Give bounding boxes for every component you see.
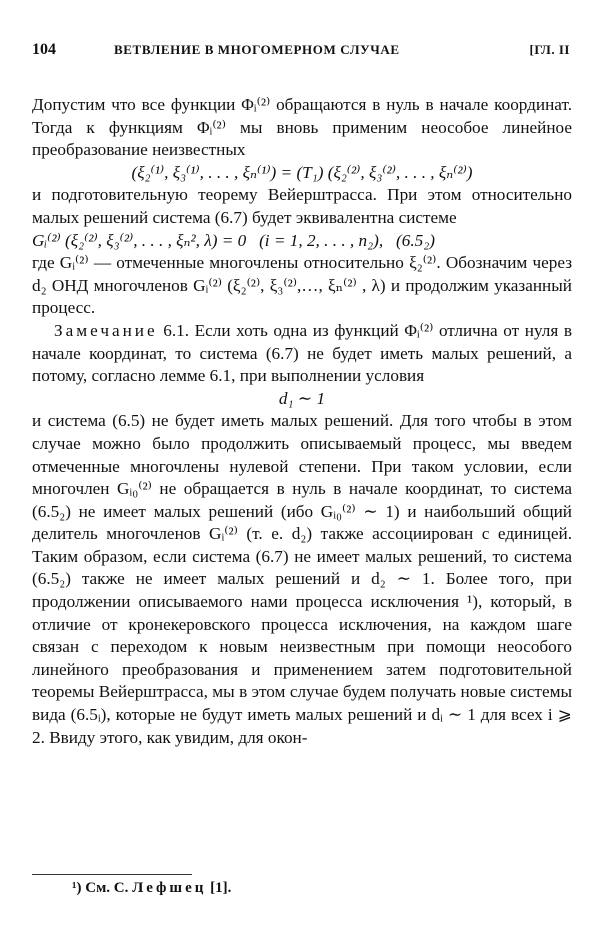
footnote xyxy=(72,880,231,897)
footnote-author: Лефшец xyxy=(132,880,207,896)
page-number: 104 xyxy=(32,41,56,58)
running-title: ВЕТВЛЕНИЕ В МНОГОМЕРНОМ СЛУЧАЕ xyxy=(114,42,400,57)
page-body xyxy=(32,94,572,749)
formula-transform: (ξ₂⁽¹⁾, ξ₃⁽¹⁾, . . . , ξₙ⁽¹⁾) = (T₁) (ξ₂⁽²⁾, ξ₃⁽²⁾, . . . , ξₙ⁽²⁾) xyxy=(131,162,473,182)
remark-text: 6.1. Если хоть одна из функций Φᵢ⁽²⁾ отлична от нуля в начале координат, то система (6.7) не будет иметь малых решений, а потому, согласно лемме 6.1, при выполнении условия xyxy=(32,320,572,386)
footnote-rule xyxy=(32,874,192,875)
footnote-ref: [1]. xyxy=(206,880,232,896)
footnote-mark: ¹) См. С. xyxy=(72,880,133,896)
formula-condition: d₁ ∼ 1 xyxy=(278,388,326,408)
remark-paragraph xyxy=(32,320,572,388)
running-header xyxy=(32,41,572,63)
paragraph-5: и система (6.5) не будет иметь малых решений. Для того чтобы в этом случае можно было продолжить описываемый процесс, мы введем отмеченные многочлены нулевой степени. При таком условии, если многочлен Gᵢ₀⁽²⁾ не обращается в нуль в начале координат, то система (6.5₂) не имеет малых решений (ибо Gᵢ₀⁽²⁾ ∼ 1) и наибольший общий делитель многочленов Gᵢ⁽²⁾ (т. е. d₂) также ассоциирован с единицей. Таким образом, если система (6.7) не имеет малых решений, то система (6.5₂) также не имеет малых решений и d₂ ∼ 1. Более того, при продолжении описываемого нами процесса исключения ¹), который, в отличие от кронекеровского процесса исключения, на каждом шаге связан с переходом к новым неизвестным при помощи неособого линейного преобразования и применением затем подготовительной теоремы Вейерштрасса, мы в этом случае будем получать новые системы вида (6.5ᵢ), которые не будут иметь малых решений и dᵢ ∼ 1 для всех i ⩾ 2. Ввиду этого, как увидим, для окон- xyxy=(32,411,572,747)
remark-label: Замечание xyxy=(54,320,158,340)
paragraph-2: и подготовительную теорему Вейерштрасса. При этом относительно малых решений система (6.7) будет эквивалентна системе xyxy=(32,185,572,227)
chapter-label: [ГЛ. II xyxy=(529,42,570,57)
paragraph-1: Допустим что все функции Φᵢ⁽²⁾ обращаются в нуль в начале координат. Тогда к функциям Φᵢ⁽²⁾ мы вновь применим неособое линейное преобразование неизвестных xyxy=(32,95,572,160)
formula-system-6-5-2: Gᵢ⁽²⁾ (ξ₂⁽²⁾, ξ₃⁽²⁾, . . . , ξₙ², λ) = 0 (i = 1, 2, . . . , n₂), (6.5₂) xyxy=(32,230,435,250)
paragraph-3: где Gᵢ⁽²⁾ — отмеченные многочлены относительно ξ₂⁽²⁾. Обозначим через d₂ ОНД многочленов Gᵢ⁽²⁾ (ξ₂⁽²⁾, ξ₃⁽²⁾,…, ξₙ⁽²⁾ , λ) и продолжим указанный процесс. xyxy=(32,253,572,318)
